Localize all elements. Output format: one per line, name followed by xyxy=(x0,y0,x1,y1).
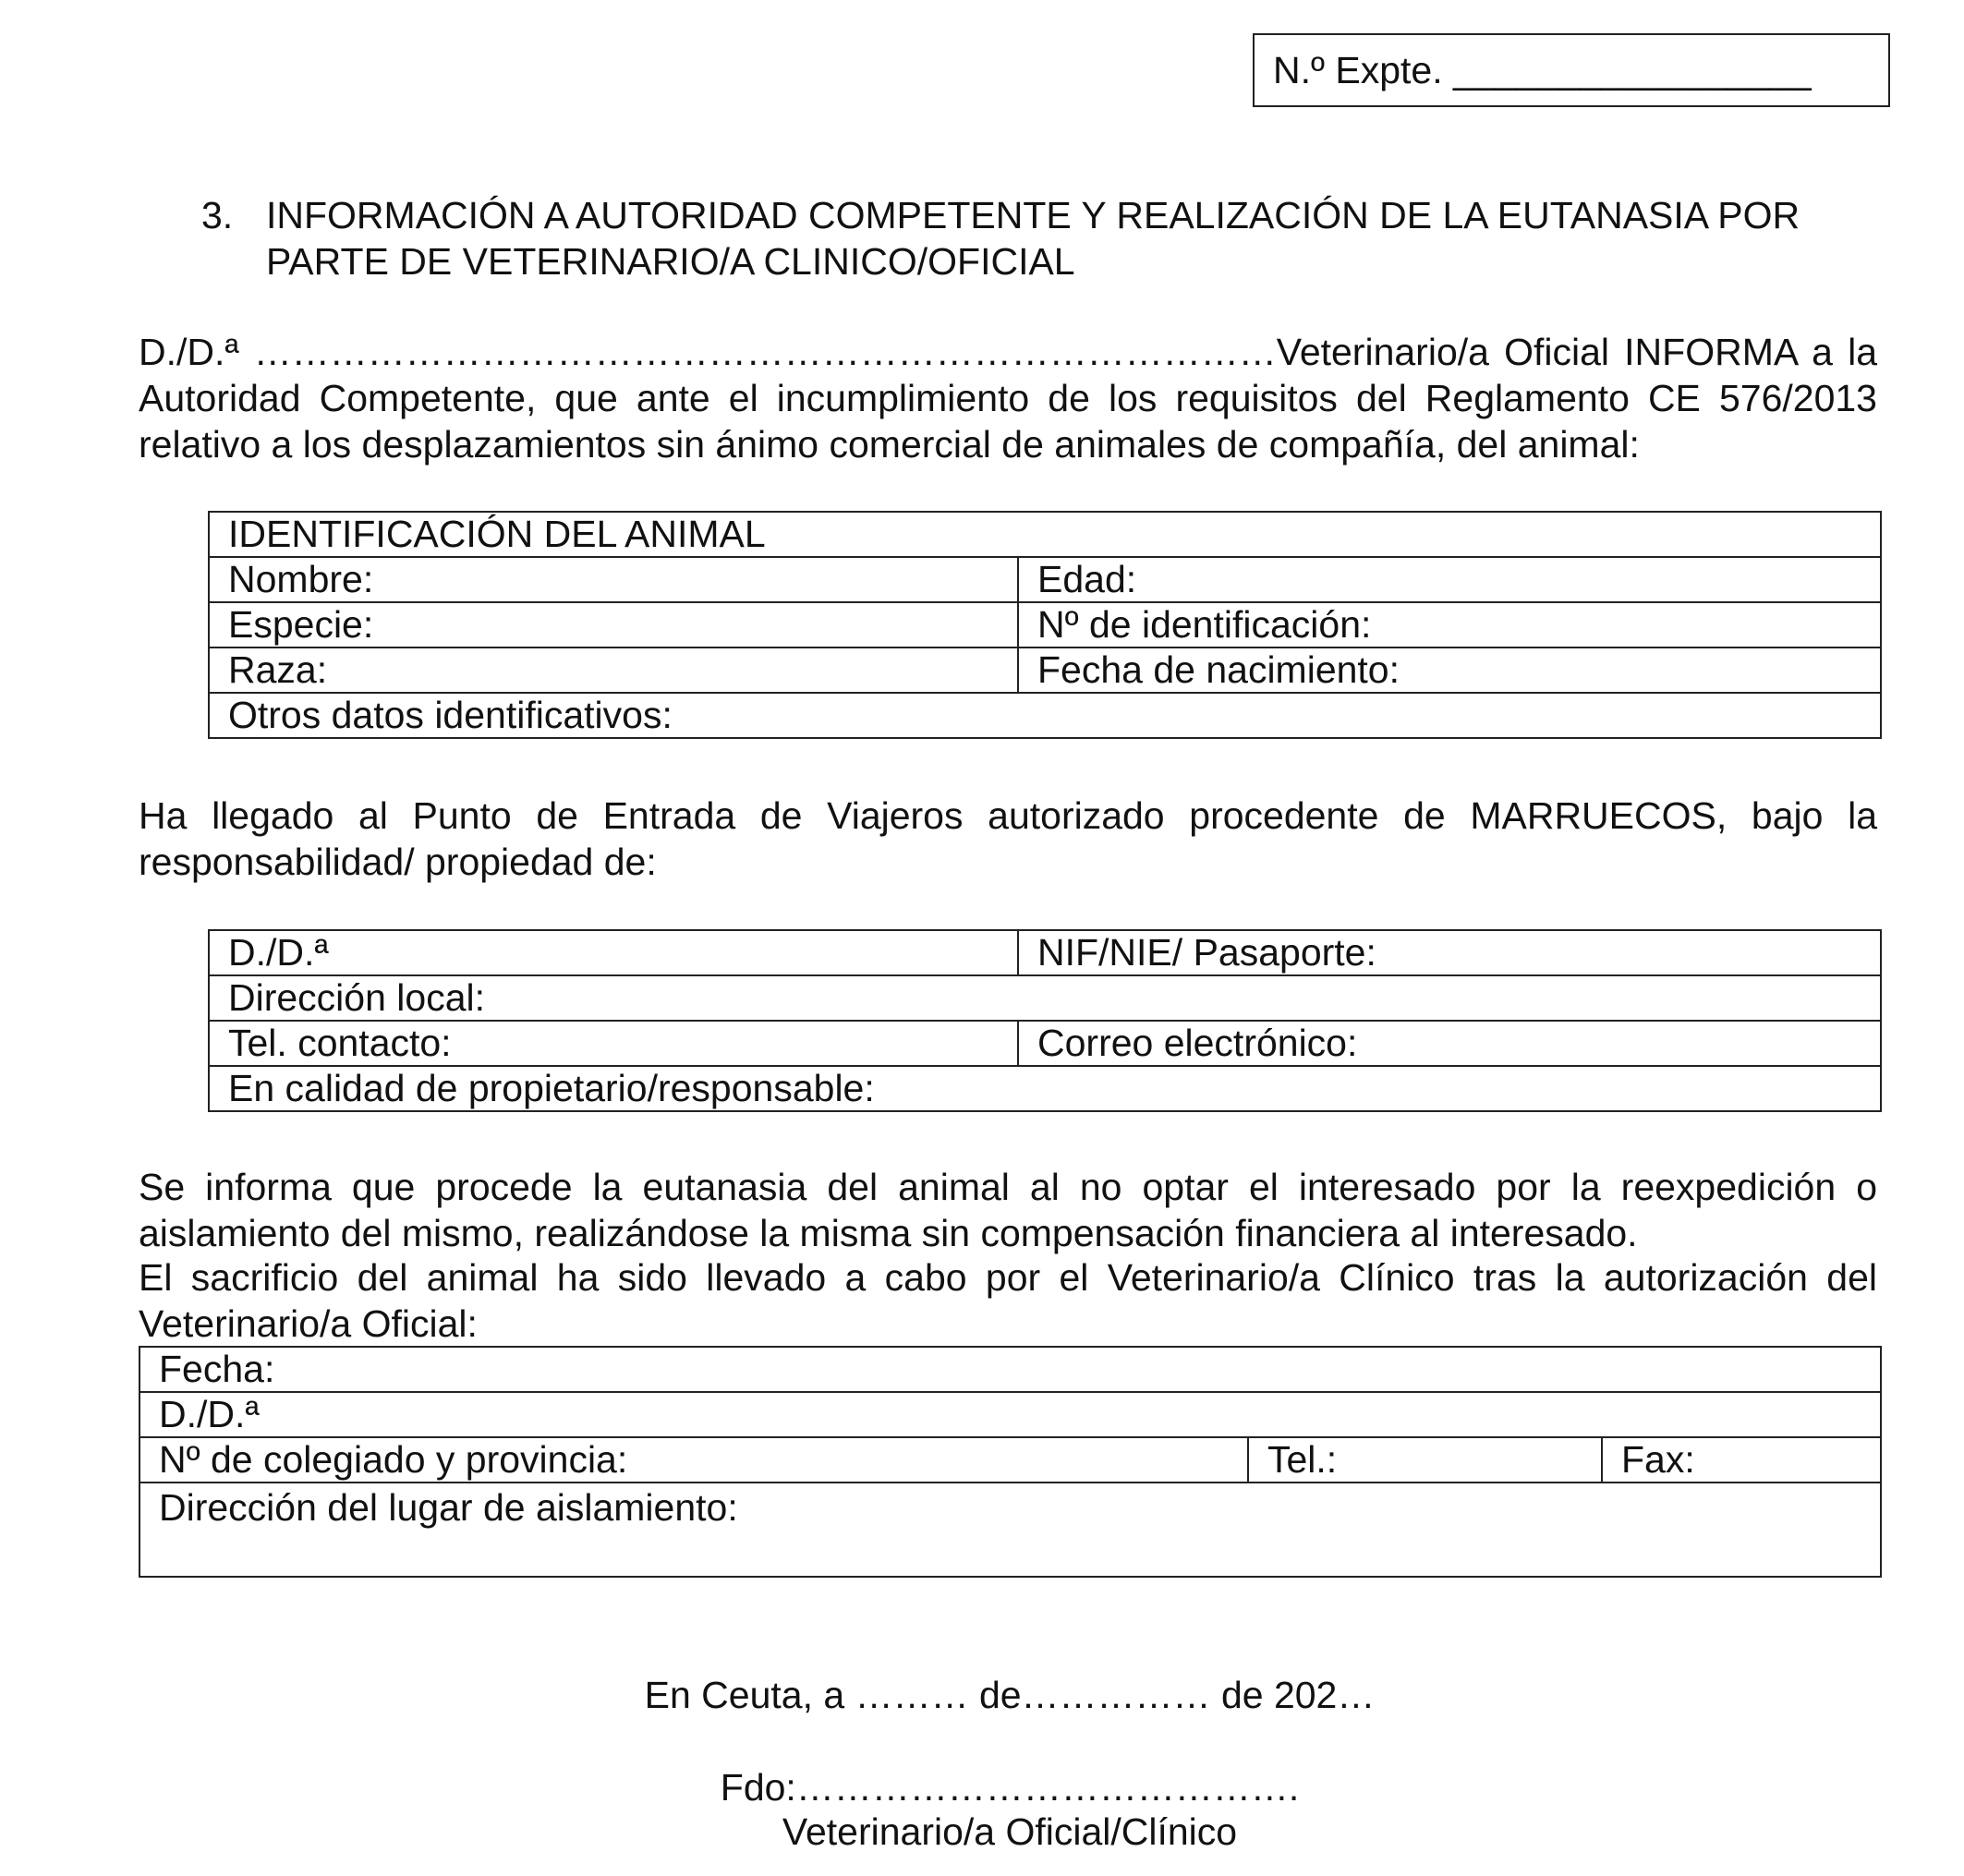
section-heading xyxy=(201,192,1877,284)
expediente-label: N.º Expte. _________________ xyxy=(1273,48,1812,91)
animal-breed-field: Raza: xyxy=(209,648,1018,693)
vet-registration-field: Nº de colegiado y provincia: xyxy=(139,1437,1248,1483)
signature-line: Fdo:…………………………………. xyxy=(720,1766,1300,1809)
owner-phone-field: Tel. contacto: xyxy=(209,1021,1018,1066)
table-row xyxy=(209,557,1881,602)
animal-name-field: Nombre: xyxy=(209,557,1018,602)
table-row xyxy=(209,648,1881,693)
vet-isolation-address-field: Dirección del lugar de aislamiento: xyxy=(139,1483,1881,1577)
table-row xyxy=(139,1437,1881,1483)
animal-table-header: IDENTIFICACIÓN DEL ANIMAL xyxy=(209,512,1881,557)
animal-identification-table xyxy=(208,511,1882,739)
table-row xyxy=(139,1392,1881,1437)
vet-phone-field: Tel.: xyxy=(1248,1437,1602,1483)
section-number: 3. xyxy=(201,194,234,236)
owner-table xyxy=(208,929,1882,1112)
vet-fax-field: Fax: xyxy=(1602,1437,1881,1483)
table-row xyxy=(209,693,1881,738)
table-row xyxy=(209,512,1881,557)
euthanasia-paragraph: Se informa que procede la eutanasia del animal al no optar el interesado por la reexpedición o aislamiento del mismo, realizándose la misma sin compensación financiera al interesado. xyxy=(139,1166,1877,1255)
section-title: INFORMACIÓN A AUTORIDAD COMPETENTE Y REALIZACIÓN DE LA EUTANASIA POR PARTE DE VETERINARIO/A CLINICO/OFICIAL xyxy=(266,194,1800,284)
veterinarian-table xyxy=(139,1346,1882,1578)
owner-address-field: Dirección local: xyxy=(209,975,1881,1021)
animal-age-field: Edad: xyxy=(1018,557,1881,602)
owner-name-field: D./D.ª xyxy=(209,930,1018,975)
animal-species-field: Especie: xyxy=(209,602,1018,648)
signature-role: Veterinario/a Oficial/Clínico xyxy=(782,1810,1238,1853)
table-row xyxy=(209,975,1881,1021)
animal-other-data-field: Otros datos identificativos: xyxy=(209,693,1881,738)
table-row xyxy=(209,602,1881,648)
animal-birth-date-field: Fecha de nacimiento: xyxy=(1018,648,1881,693)
place-date-line: En Ceuta, a ……… de…………… de 202… xyxy=(644,1674,1376,1716)
table-row xyxy=(209,1066,1881,1111)
animal-id-number-field: Nº de identificación: xyxy=(1018,602,1881,648)
vet-date-field: Fecha: xyxy=(139,1347,1881,1392)
table-row xyxy=(139,1347,1881,1392)
owner-email-field: Correo electrónico: xyxy=(1018,1021,1881,1066)
sacrifice-paragraph: El sacrificio del animal ha sido llevado a cabo por el Veterinario/a Clínico tras la autorización del Veterinario/a Oficial: xyxy=(139,1256,1877,1346)
intro-paragraph: D./D.ª ………………………………………………………………………Veterinario/a Oficial INFORMA a la Autoridad Competente, que ante el incumplimiento de los requisitos del Reglamento CE 576/2013 relativo a los desplazamientos sin ánimo comercial de animales de compañía, del animal: xyxy=(139,331,1877,466)
table-row xyxy=(139,1483,1881,1577)
owner-document-field: NIF/NIE/ Pasaporte: xyxy=(1018,930,1881,975)
vet-name-field: D./D.ª xyxy=(139,1392,1881,1437)
table-row xyxy=(209,930,1881,975)
table-row xyxy=(209,1021,1881,1066)
owner-capacity-field: En calidad de propietario/responsable: xyxy=(209,1066,1881,1111)
arrival-paragraph: Ha llegado al Punto de Entrada de Viajeros autorizado procedente de MARRUECOS, bajo la responsabilidad/ propiedad de: xyxy=(139,794,1877,884)
expediente-box xyxy=(1253,33,1890,107)
